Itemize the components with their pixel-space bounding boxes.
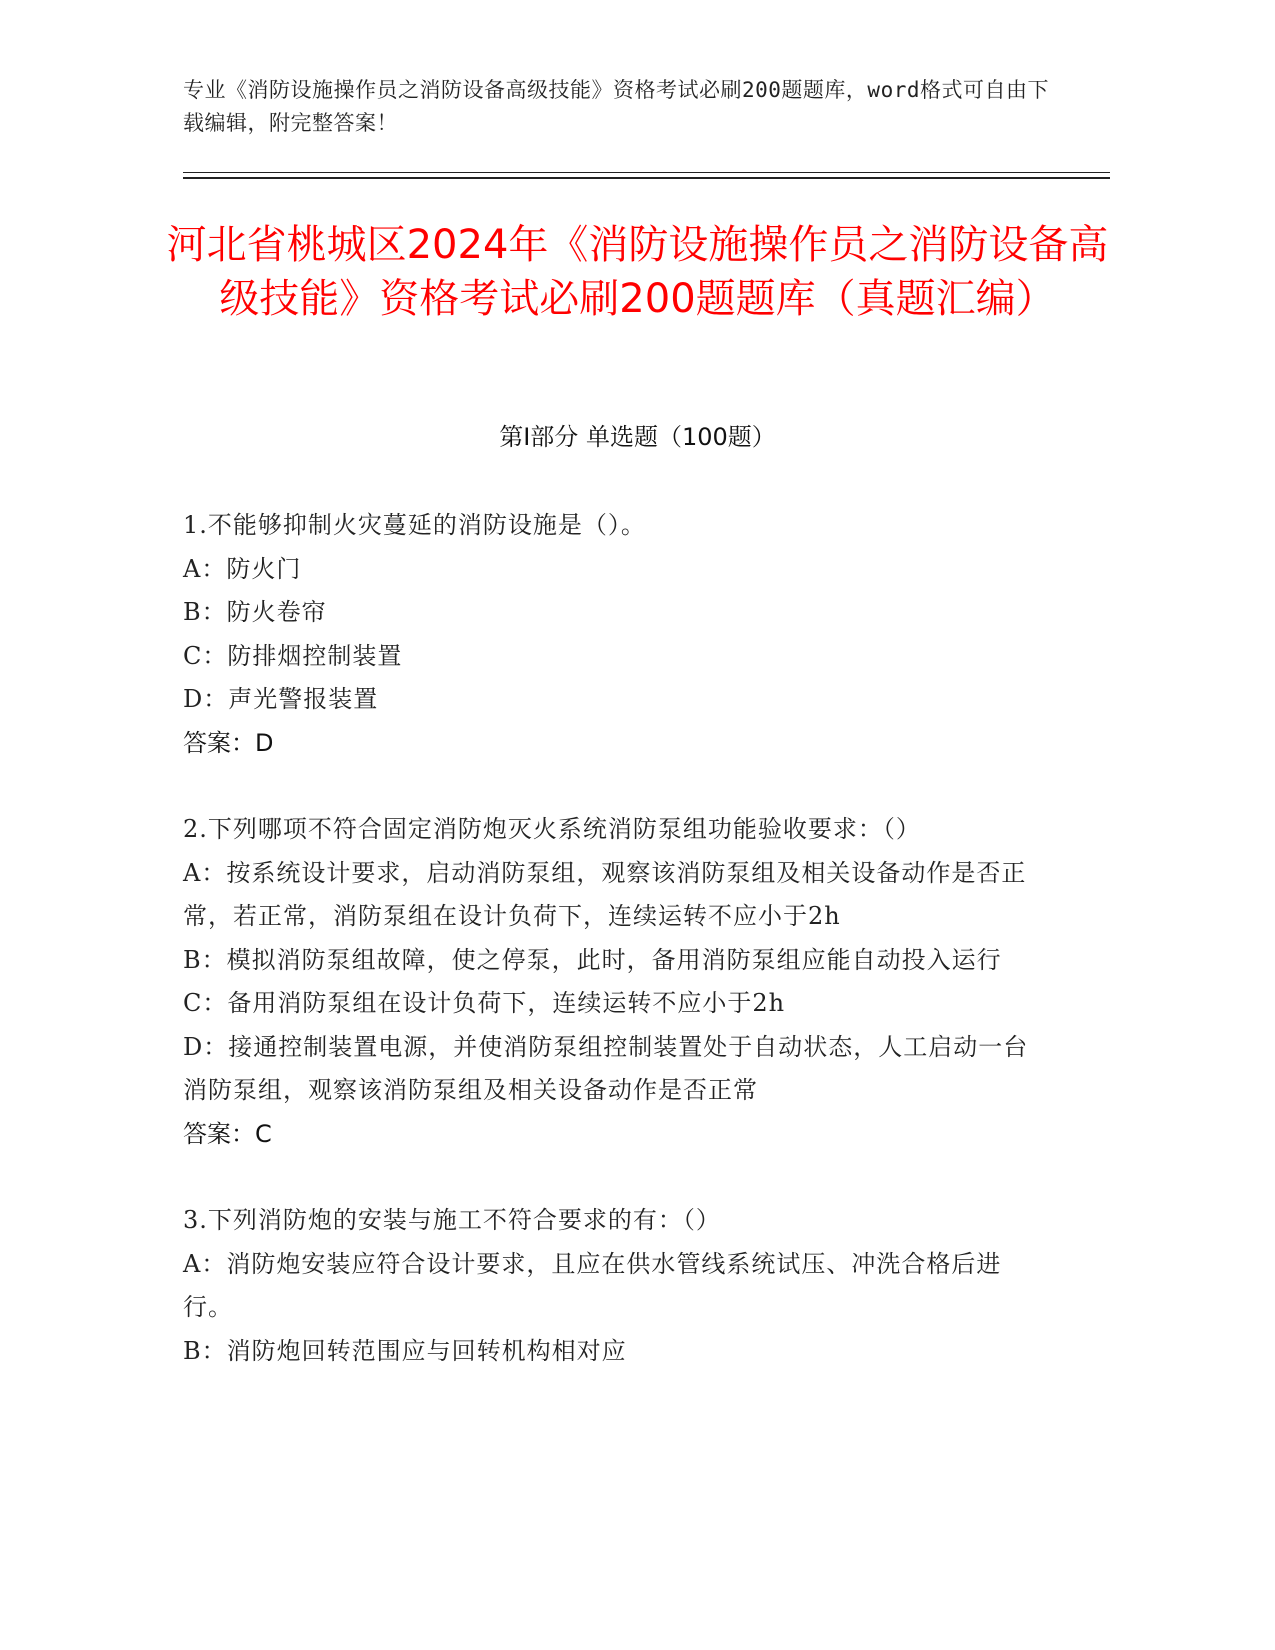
question-list bbox=[183, 504, 1043, 1416]
document-title: 河北省桃城区2024年《消防设施操作员之消防设备高级技能》资格考试必刷200题题库（真题汇编） bbox=[166, 222, 1109, 322]
question-stem: 3.下列消防炮的安装与施工不符合要求的有：（） bbox=[183, 1206, 721, 1234]
question-1 bbox=[183, 504, 1043, 765]
option-d: D：接通控制装置电源，并使消防泵组控制装置处于自动状态，人工启动一台消防泵组，观察该消防泵组及相关设备动作是否正常 bbox=[183, 1032, 1029, 1104]
header-divider-thin bbox=[183, 172, 1110, 173]
section-title: 第I部分 单选题（100题） bbox=[499, 423, 776, 451]
answer: 答案：D bbox=[183, 728, 274, 757]
question-2 bbox=[183, 808, 1043, 1156]
option-c: C：防排烟控制装置 bbox=[183, 641, 403, 670]
answer: 答案：C bbox=[183, 1119, 272, 1148]
option-d: D：声光警报装置 bbox=[183, 685, 379, 713]
header-divider-thick bbox=[183, 177, 1110, 179]
option-b: B：消防炮回转范围应与回转机构相对应 bbox=[183, 1336, 627, 1365]
option-b: B：模拟消防泵组故障，使之停泵，此时，备用消防泵组应能自动投入运行 bbox=[183, 945, 1002, 974]
option-a: A：按系统设计要求，启动消防泵组，观察该消防泵组及相关设备动作是否正常，若正常，消防泵组在设计负荷下，连续运转不应小于2h bbox=[183, 858, 1027, 930]
option-a: A：消防炮安装应符合设计要求，且应在供水管线系统试压、冲洗合格后进行。 bbox=[183, 1249, 1002, 1321]
question-stem: 1.不能够抑制火灾蔓延的消防设施是（）。 bbox=[183, 511, 646, 539]
question-stem: 2.下列哪项不符合固定消防炮灭火系统消防泵组功能验收要求：（） bbox=[183, 815, 921, 843]
question-3 bbox=[183, 1199, 1043, 1373]
option-c: C：备用消防泵组在设计负荷下，连续运转不应小于2h bbox=[183, 989, 786, 1017]
option-a: A：防火门 bbox=[183, 554, 302, 583]
option-b: B：防火卷帘 bbox=[183, 598, 327, 626]
header-note: 专业《消防设施操作员之消防设备高级技能》资格考试必刷200题题库，word格式可自由下载编辑，附完整答案！ bbox=[183, 78, 1049, 135]
